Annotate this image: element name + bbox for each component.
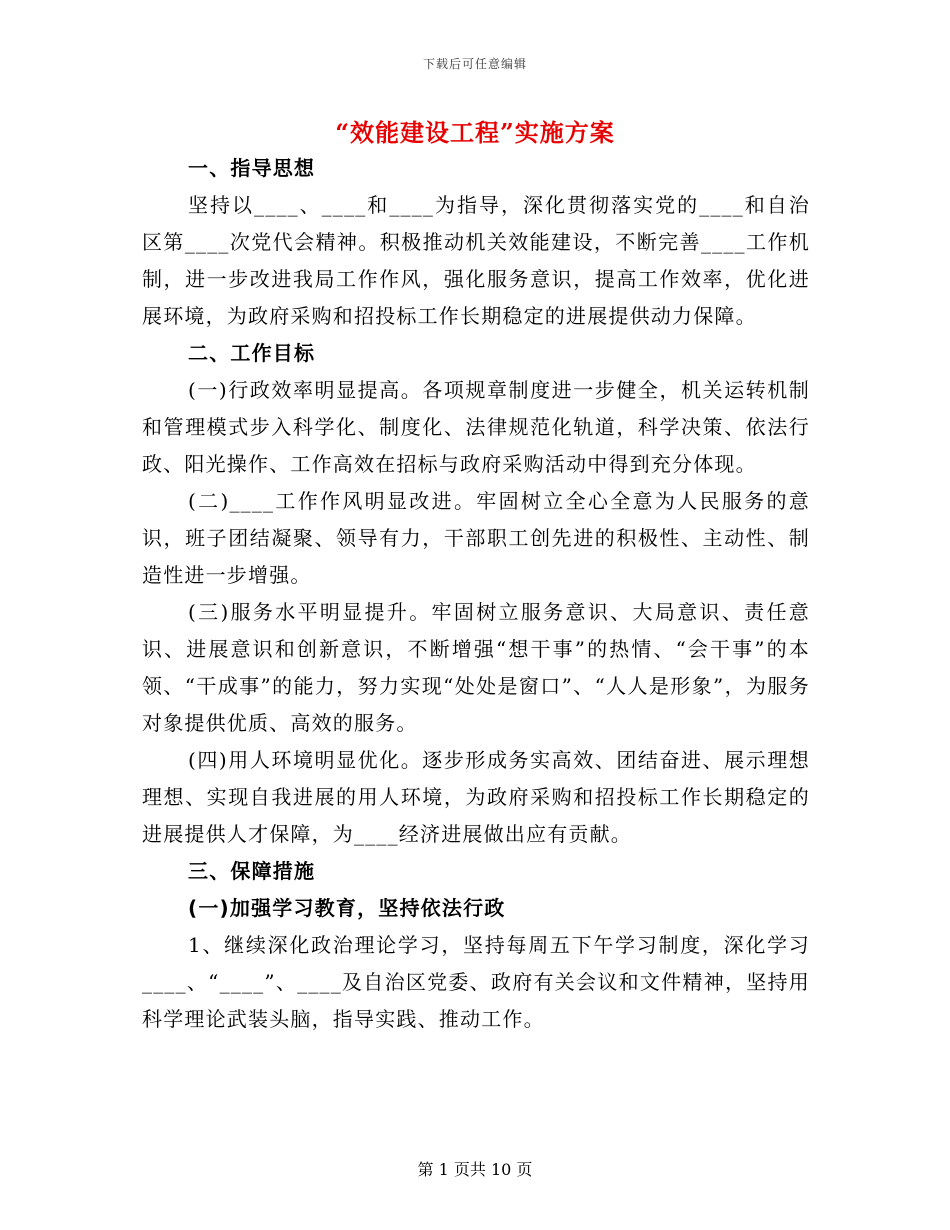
section-heading-safeguards: 三、保障措施 [188,859,316,883]
subsection-heading: (一)加强学习教育，坚持依法行政 [188,896,506,920]
paragraph: 坚持以____、____和____为指导，深化贯彻落实党的____和自治区第____次党代会精神。积极推动机关效能建设，不断完善____工作机制，进一步改进我局工作作风，强化服务意识，提高工作效率，优化进展环境，为政府采购和招投标工作长期稳定的进展提供动力保障。 [142,193,810,328]
section-heading-work-goals: 二、工作目标 [188,341,316,365]
document-body [142,150,810,1038]
header-note: 下载后可任意编辑 [422,57,527,71]
paragraph: (二)____工作作风明显改进。牢固树立全心全意为人民服务的意识，班子团结凝聚、领导有力，干部职工创先进的积极性、主动性、制造性进一步增强。 [142,489,810,587]
document-title: “效能建设工程”实施方案 [335,118,615,147]
paragraph: (四)用人环境明显优化。逐步形成务实高效、团结奋进、展示理想理想、实现自我进展的用人环境，为政府采购和招投标工作长期稳定的进展提供人才保障，为____经济进展做出应有贡献。 [142,748,810,846]
paragraph: 1、继续深化政治理论学习，坚持每周五下午学习制度，深化学习____、“____”、____及自治区党委、政府有关会议和文件精神，坚持用科学理论武装头脑，指导实践、推动工作。 [142,933,810,1031]
section-heading-guiding-ideology: 一、指导思想 [188,156,316,180]
paragraph: (一)行政效率明显提高。各项规章制度进一步健全，机关运转机制和管理模式步入科学化、制度化、法律规范化轨道，科学决策、依法行政、阳光操作、工作高效在招标与政府采购活动中得到充分体现。 [142,378,810,476]
paragraph: (三)服务水平明显提升。牢固树立服务意识、大局意识、责任意识、进展意识和创新意识，不断增强“想干事”的热情、“会干事”的本领、“干成事”的能力，努力实现“处处是窗口”、“人人是形象”，为服务对象提供优质、高效的服务。 [142,600,810,735]
page-footer: 第 1 页共 10 页 [417,1160,533,1179]
